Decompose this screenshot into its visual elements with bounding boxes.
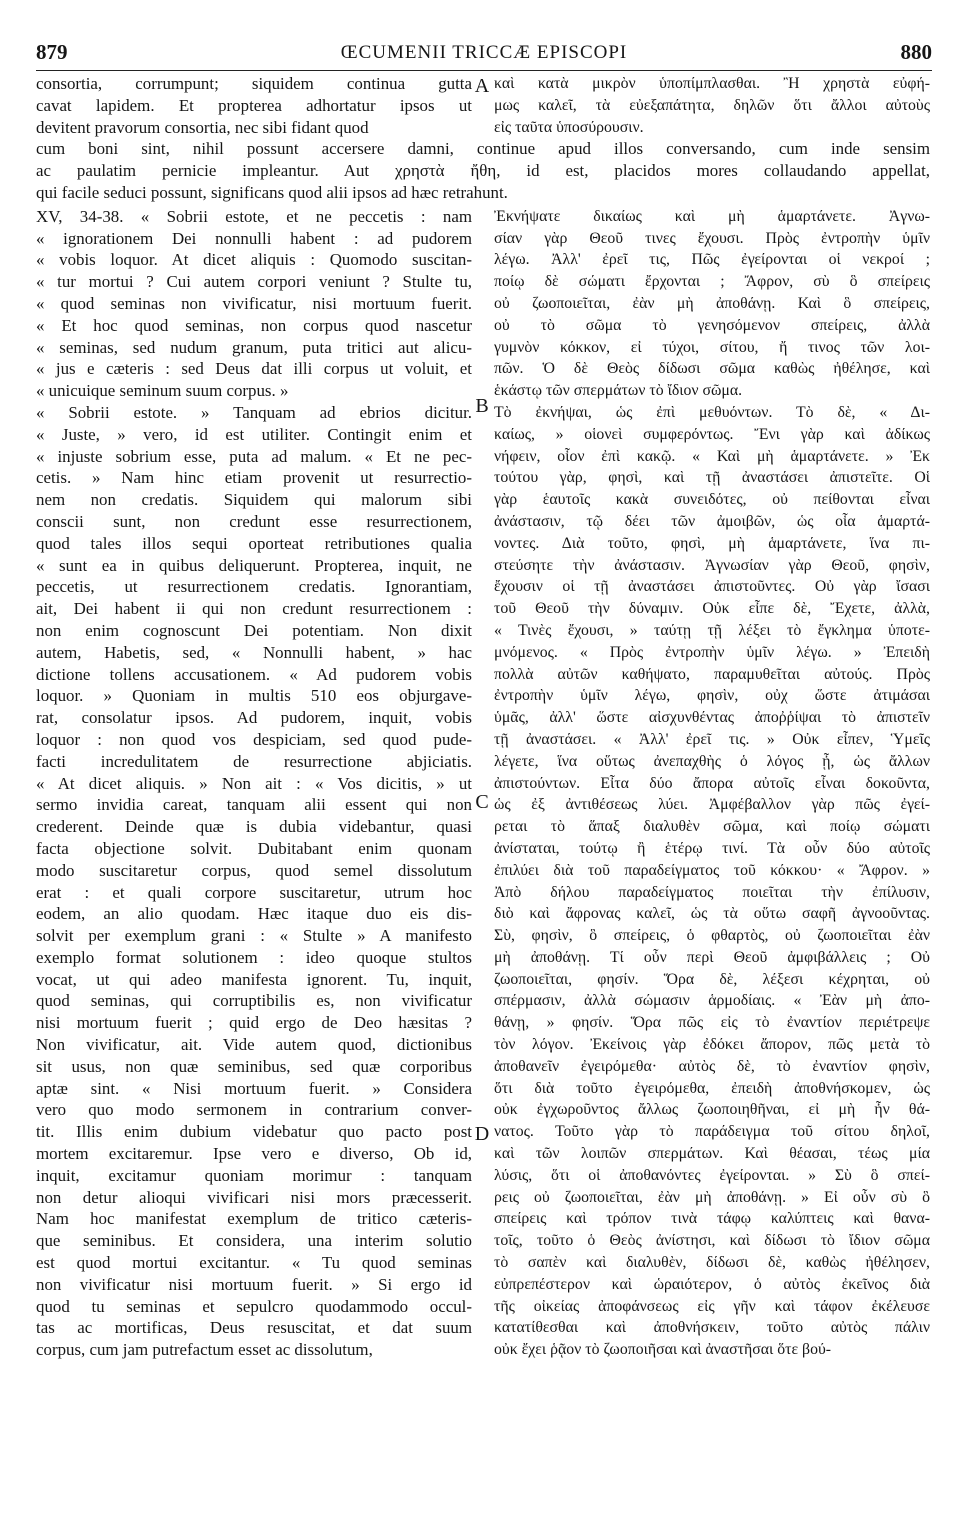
text-line: « unicuique seminum suum corpus. » bbox=[36, 381, 289, 401]
margin-marker-b: B bbox=[475, 395, 489, 417]
text-line: τῆς οἰκείας ἀποφάνσεως εἰς γῆν καὶ τάφον ἐκέλευσε bbox=[494, 1297, 930, 1315]
text-line: θάνῃ, » φησίν. Ὅρα πῶς εἰς τὸ ἐναντίον περιέτρεψε bbox=[494, 1014, 930, 1032]
text-line: πῶν. Ὁ δὲ Θεὸς δίδωσι σῶμα καθὼς ἠθέλησε, καὶ bbox=[494, 360, 930, 378]
text-line: tas ac mortificas, Deus resuscitat, et dat suum bbox=[36, 1318, 472, 1338]
text-line: ρεται τὸ ἅπαξ διαλυθὲν σῶμα, καὶ ποίῳ σώματι bbox=[494, 818, 930, 836]
text-line: πολλὰ αὐτῶν καθήψατο, παραμυθεῖται αὐτούς. Πρὸς bbox=[494, 665, 930, 683]
text-line: τοῦ Θεοῦ τὴν δύναμιν. Οὐκ εἶπε δὲ, Ἔχετε, ἀλλὰ, bbox=[494, 600, 930, 618]
text-line: nem non credatis. Siquidem qui malorum sibi bbox=[36, 490, 472, 510]
text-line: erat : et quali corpore suscitaretur, utrum hoc bbox=[36, 882, 472, 902]
text-line: εὐπρεπέστερον καὶ ὡραιότερον, ὁ αὐτὸς ἐκεῖνος διὰ bbox=[494, 1275, 930, 1293]
text-line: ὑμᾶς, ἀλλ' ὥστε αἰσχυνθέντας ἀποῤῥίψαι τὸ ἀπιστεῖν bbox=[494, 709, 930, 727]
text-line: quod seminas, qui corruptibilis es, non vivificatur bbox=[36, 991, 472, 1011]
page-number-right: 880 bbox=[900, 40, 932, 64]
text-line: γὰρ ἑαυτοῖς κακὰ συνειδότες, οὐ πείθονται εἶναι bbox=[494, 491, 930, 509]
text-line: inquit, excitamur quoniam morimur : tanquam bbox=[36, 1165, 472, 1185]
greek-column bbox=[494, 206, 930, 1361]
text-line: οὐκ ἐγχωροῦντος ἄλλως ζωοποιηθῆναι, εἰ μὴ ἦν θά- bbox=[494, 1101, 930, 1119]
text-line: loquor. » Quoniam in multis 510 eos objurgave- bbox=[36, 686, 472, 706]
text-line: eodem, an alio quodam. Hæc itaque duo eis dis- bbox=[36, 904, 472, 924]
text-line: καίως, » οἱονεὶ συμφερόντως. Ἔνι γὰρ καὶ ἀδίκως bbox=[494, 425, 930, 443]
text-line: μνόμενος. « Πρὸς ἐντροπὴν ὑμῖν λέγω. » Ἐπειδὴ bbox=[494, 643, 930, 661]
text-line: modo suscitaretur corpus, quod semel dissolutum bbox=[36, 860, 472, 880]
text-line: σπείρεις καὶ τρόπον τινὰ τάφῳ καλύπτεις καὶ θανα- bbox=[494, 1210, 930, 1228]
text-line: ἀπιστούντων. Εἶτα δύο ἄπορα αὐτοῖς εἶναι δοκοῦντα, bbox=[494, 774, 930, 792]
text-line: « Sobrii estote. » Tanquam ad ebrios dicitur. bbox=[36, 402, 472, 422]
text-line: διὸ καὶ ἄφρονας καλεῖ, ὡς τὰ οὕτω σαφῆ ἀγνοοῦντας. bbox=[494, 905, 930, 923]
text-line: vero quo modo sermonem in contrarium conver- bbox=[36, 1100, 472, 1120]
text-line: sit usus, non quæ seminibus, sed quæ corporibus bbox=[36, 1056, 472, 1076]
text-line: vocat, ut qui adeo manifesta ignorent. Tu, inquit, bbox=[36, 969, 472, 989]
text-line: στεύσητε τὴν ἀνάστασιν. Ἀγνωσίαν γὰρ Θεοῦ, φησὶν, bbox=[494, 556, 930, 574]
text-line: nisi mortuum fuerit ; quid ergo de Deo hæsitas ? bbox=[36, 1013, 472, 1033]
greek-column-top bbox=[494, 73, 930, 138]
text-line: Ἐκνήψατε δικαίως καὶ μὴ ἁμαρτάνετε. Ἀγνω- bbox=[494, 207, 930, 225]
text-line: est quod mortui excitantur. « Tu quod seminas bbox=[36, 1253, 472, 1273]
page-header bbox=[36, 40, 932, 66]
text-line: νήφειν, οἷον ἐπὶ κακῷ. « Καὶ μὴ ἁμαρτάνετε. » Ἐκ bbox=[494, 447, 930, 465]
text-line: τῇ ἀναστάσει. « Ἀλλ' ἐρεῖ τις. » Οὐκ εἶπεν, Ὑμεῖς bbox=[494, 730, 930, 748]
text-line: Σὺ, φησὶν, ὃ σπείρεις, ὁ φθαρτὸς, οὐ ζωοποιεῖται ἐὰν bbox=[494, 927, 930, 945]
text-line: λέγετε, ἵνα οὕτως ἀνεπαχθὴς ὁ λόγος ᾖ, ὡς ἄλλων bbox=[494, 752, 930, 770]
text-line: ὅτι διὰ τοῦτο ἐγειρόμεθα, ἐπειδὴ ἀποθνήσκομεν, ὡς bbox=[494, 1079, 930, 1097]
text-line: peccetis, ut resurrectionem credatis. Ignorantiam, bbox=[36, 577, 472, 597]
text-line: Non vivificatur, ait. Vide autem quod, dictionibus bbox=[36, 1035, 472, 1055]
text-line: ρεις οὐ ζωοποιεῖται, ἐὰν μὴ ἀποθάνῃ. » Εἰ οὖν σὺ ὃ bbox=[494, 1188, 930, 1206]
text-line: mortem excitaremur. Ipse vero e diverso, Ob id, bbox=[36, 1144, 472, 1164]
text-line: μως καλεῖ, τὰ εὐεξαπάτητα, δηλῶν ὅτι ἄλλοι αὐτοὺς bbox=[494, 96, 930, 114]
text-line: καὶ τῶν λοιπῶν σπερμάτων. Καὶ θέασαι, τέως μία bbox=[494, 1145, 930, 1163]
margin-marker-c: C bbox=[475, 791, 489, 813]
text-line: « ignorationem Dei nonnulli habent : ad pudorem bbox=[36, 228, 472, 248]
page-number-left: 879 bbox=[36, 40, 68, 64]
text-line: τούτου γὰρ, φησὶ, καὶ τῇ ἀναστάσει ἀπιστεῖτε. Οἱ bbox=[494, 469, 930, 487]
latin-column-top bbox=[36, 73, 472, 138]
text-line: « Juste, » vero, id est utiliter. Contingit enim et bbox=[36, 424, 472, 444]
margin-marker-d: D bbox=[474, 1123, 490, 1145]
text-line: νατος. Τοῦτο γὰρ τὸ παράδειγμα τοῦ σίτου δηλοῖ, bbox=[494, 1123, 930, 1141]
text-line: sermo invidia careat, tanquam alii essent qui non bbox=[36, 795, 472, 815]
text-line: γυμνὸν κόκκον, εἰ τύχοι, σίτου, ἤ τινος τῶν λοι- bbox=[494, 338, 930, 356]
text-line: loquor : non quod vos despiciam, sed quod pude- bbox=[36, 729, 472, 749]
text-line: quod tales illos sequi oporteat retributiones qualia bbox=[36, 533, 472, 553]
text-line: « seminas, sed nudum granum, puta tritici aut alicu- bbox=[36, 337, 472, 357]
text-line: μὴ ἀποθάνῃ. Τί οὖν περὶ Θεοῦ ἀμφιβάλλεις ; Οὐ bbox=[494, 948, 930, 966]
text-line: quod tu seminas et sepulcro quodammodo occul- bbox=[36, 1296, 472, 1316]
text-line: qui facile seduci possunt, significans quod alii ipsos ad hæc retrahunt. bbox=[36, 182, 508, 202]
text-line: consortia, corrumpunt; siquidem continua gutta bbox=[36, 74, 472, 93]
text-line: cum boni sint, nihil possunt accersere damni, continue apud illos conversando, cum inde sensim bbox=[36, 139, 930, 159]
text-line: οὐ ζωοποιεῖται, ἐὰν μὴ ἀποθάνῃ. Καὶ ὃ σπείρεις, bbox=[494, 294, 930, 312]
text-line: Τὸ ἐκνήψαι, ὡς ἐπὶ μεθυόντων. Τὸ δὲ, « Δι- bbox=[494, 403, 930, 421]
text-line: cetis. » Nam hinc etiam provenit ut resurrectio- bbox=[36, 468, 472, 488]
text-line: οὐκ ἔχει ῥᾷον τὸ ζωοποιῆσαι καὶ ἀναστῆσαι ὅτε βού- bbox=[494, 1341, 832, 1359]
text-line: « Τινὲς ἔχουσι, » ταύτῃ τῇ λέξει τὸ ἔγκλημα ὑποτε- bbox=[494, 621, 930, 639]
text-line: dictione tollens accusationem. « Ad pudorem vobis bbox=[36, 664, 472, 684]
text-line: non vivificatur nisi mortuum fuerit. » Si ergo id bbox=[36, 1274, 472, 1294]
text-line: ἀνάστασιν, τῷ δέει τῶν ἀμοιβῶν, ὡς οἷα ἁμαρτά- bbox=[494, 512, 930, 530]
text-line: rat, consolatur ipsos. Ad pudorem, inquit, vobis bbox=[36, 708, 472, 728]
text-line: σίαν γὰρ Θεοῦ τινες ἔχουσι. Πρὸς ἐντροπὴν ὑμῖν bbox=[494, 229, 930, 247]
text-line: κατατίθεσθαι καὶ ἀποθνήσκειν, τοῦτο αὐτὸς πάλιν bbox=[494, 1319, 930, 1337]
text-line: « Et hoc quod seminas, non corpus quod nascetur bbox=[36, 315, 472, 335]
text-line: « tur mortui ? Cui autem corpori veniunt ? Stulte tu, bbox=[36, 272, 472, 292]
text-line: οὐ τὸ σῶμα τὸ γενησόμενον σπείρεις, ἀλλὰ bbox=[494, 316, 930, 334]
header-rule bbox=[36, 70, 932, 71]
text-line: aptæ sint. « Nisi mortuum fuerit. » Considera bbox=[36, 1078, 472, 1098]
text-line: ἔχουσιν οἱ τῇ ἀναστάσει ἀπιστοῦντες. Οὐ γὰρ ἴσασι bbox=[494, 578, 930, 596]
text-line: λύσις, ὅτι οἱ ἀποθανόντες ἐγείρονται. » Σὺ ὃ σπεί- bbox=[494, 1166, 930, 1184]
text-line: « sunt ea in quibus deliquerunt. Propterea, inquit, ne bbox=[36, 555, 472, 575]
text-line: devitent pravorum consortia, nec sibi fidant quod bbox=[36, 117, 369, 137]
full-width-paragraph bbox=[36, 138, 930, 203]
text-line: conscii sunt, non credunt esse resurrectionem, bbox=[36, 511, 472, 531]
text-line: corpus, cum jam putrefactum esset ac dissolutum, bbox=[36, 1340, 373, 1360]
text-line: νοντες. Διὰ τοῦτο, φησὶ, μὴ ἁμαρτάνετε, ἵνα πι- bbox=[494, 534, 930, 552]
running-title: ŒCUMENII TRICCÆ EPISCOPI bbox=[340, 42, 628, 63]
text-line: facti incredulitatem de resurrectione abjiciatis. bbox=[36, 751, 472, 771]
text-line: ἑκάστῳ τῶν σπερμάτων τὸ ἴδιον σῶμα. bbox=[494, 382, 743, 400]
text-line: ac paulatim pernicie impleantur. Aut χρηστὰ ἤθη, id est, placidos mores collaudando appellat, bbox=[36, 161, 930, 181]
text-line: XV, 34-38. « Sobrii estote, et ne peccetis : nam bbox=[36, 206, 472, 226]
text-line: solvit per exemplum grani : « Stulte » A manifesto bbox=[36, 926, 472, 946]
text-line: facta objectione solvit. Dubitabant enim quonam bbox=[36, 838, 472, 858]
text-line: « vobis loquor. At dicet aliquis : Quomodo suscitan- bbox=[36, 250, 472, 270]
text-line: ἀνίσταται, τούτῳ ἢ ἑτέρῳ τινί. Τὰ οὖν δύο αὐτοῖς bbox=[494, 839, 930, 857]
text-line: ποίῳ δὲ σώματι ἔρχονται ; Ἄφρον, σὺ ὃ σπείρεις bbox=[494, 273, 930, 291]
text-line: que seminibus. Et considera, una interim solutio bbox=[36, 1231, 472, 1251]
text-line: λέγω. Ἀλλ' ἐρεῖ τις, Πῶς ἐγείρονται οἱ νεκροί ; bbox=[494, 251, 930, 269]
text-line: εἰς ταῦτα ὑποσύρουσιν. bbox=[494, 118, 644, 136]
text-line: tit. Illis enim dubium videbatur quo pacto post bbox=[36, 1122, 472, 1142]
text-line: ait, Dei habent ii qui non credunt resurrectionem : bbox=[36, 599, 472, 619]
text-line: « jus e cæteris : sed Deus dat illi corpus ut voluit, et bbox=[36, 359, 472, 379]
text-line: crederent. Deinde quæ is dubia videbantur, quasi bbox=[36, 817, 472, 837]
text-line: ἀποθανεῖν ἐγειρόμεθα· αὐτὸς δὲ, τὸ ἐναντίον φησὶν, bbox=[494, 1057, 930, 1075]
margin-marker-a: A bbox=[474, 75, 490, 97]
text-line: Nam hoc manifestat exemplum de tritico cæteris- bbox=[36, 1209, 472, 1229]
text-line: ἐντροπὴν ὑμῖν λέγω, φησὶν, οὐχ ὥστε ἀτιμάσαι bbox=[494, 687, 930, 705]
text-line: ὡς ἐξ ἀντιθέσεως λύει. Ἀμφέβαλλον γὰρ πῶς ἐγεί- bbox=[494, 796, 930, 814]
text-line: Ἀπὸ δήλου παραδείγματος ποιεῖται τὴν ἐπίλυσιν, bbox=[494, 883, 930, 901]
text-line: τὸ σαπὲν καὶ διαλυθὲν, δίδωσι δὲ, καθὼς ἠθέλησεν, bbox=[494, 1254, 930, 1272]
text-line: non detur alioqui vivificari nisi mors præcesserit. bbox=[36, 1187, 472, 1207]
text-line: τοῖς, τοῦτο ὁ Θεὸς ἀνίστησι, καὶ δίδωσι τὸ ἴδιον σῶμα bbox=[494, 1232, 930, 1250]
latin-column bbox=[36, 206, 472, 1361]
text-line: autem, Habetis, sed, « Nonnulli habent, » hac bbox=[36, 642, 472, 662]
text-line: « injuste sobrium esse, puta ad malum. « Et ne pec- bbox=[36, 446, 472, 466]
text-line: cavat lapidem. Et propterea adhortatur ipsos ut bbox=[36, 95, 472, 115]
text-line: « quod seminas non vivificatur, nisi mortuum fuerit. bbox=[36, 293, 472, 313]
text-line: exemplo format solutionem : ideo quoque stultos bbox=[36, 947, 472, 967]
text-line: τὸν λόγον. Ἐκείνοις γὰρ ἐδόκει ἄπορον, πῶς μετὰ τὸ bbox=[494, 1036, 930, 1054]
text-line: non enim cognoscunt Dei potentiam. Non dixit bbox=[36, 620, 472, 640]
text-line: ζωοποιεῖται, φησίν. Ὅρα δὲ, λέξεσι κέχρηται, οὐ bbox=[494, 970, 930, 988]
text-line: καὶ κατὰ μικρὸν ὑποπίμπλασθαι. Ἢ χρηστὰ εὐφή- bbox=[494, 75, 930, 92]
text-line: ἐπιλύει διὰ τοῦ παραδείγματος τοῦ κόκκου· « Ἄφρον. » bbox=[494, 861, 930, 879]
text-line: σπέρμασιν, ἀλλὰ σώμασιν ἁρμοδίαις. « Ἐὰν μὴ ἀπο- bbox=[494, 992, 930, 1010]
text-line: « At dicet aliquis. » Non ait : « Vos dicitis, » ut bbox=[36, 773, 472, 793]
